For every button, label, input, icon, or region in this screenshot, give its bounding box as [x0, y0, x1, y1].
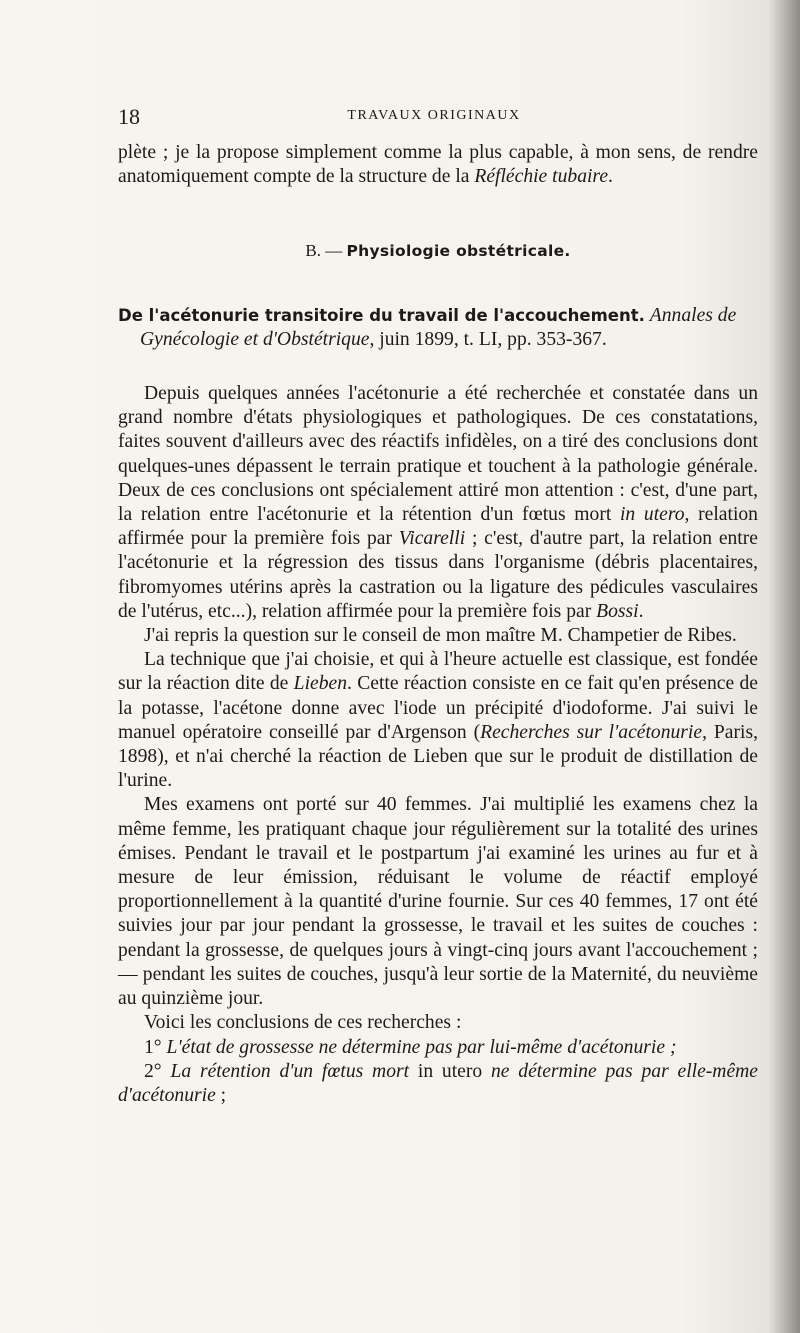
- page-number: 18: [118, 104, 140, 129]
- reference-title: De l'acétonurie transitoire du travail de l'accouchement.: [118, 305, 645, 325]
- p1-italic-2: Vicarelli: [398, 528, 466, 550]
- page-header: [118, 104, 750, 130]
- section-heading: [118, 239, 758, 263]
- section-letter: B. —: [305, 241, 343, 261]
- p1-italic-3: Bossi: [596, 600, 639, 622]
- bibliographic-reference: [118, 304, 758, 352]
- intro-text: plète ; je la propose simplement comme la plus capable, à mon sens, de rendre anatomiquement compte de la structure de la: [118, 142, 758, 188]
- p3-text-3: , Paris, 1898), et n'ai cherché la réaction de Lieben que sur le produit de distillation de l'urine.: [118, 721, 758, 792]
- conclusion-2-italic-1: La rétention d'un fœtus mort: [170, 1060, 410, 1082]
- p3-text-2: . Cette réaction consiste en ce fait qu'en présence de la potasse, l'acétone donne avec l'iode un précipité d'iodoforme. J'ai suivi le manuel opératoire conseillé par d'Argenson (: [118, 673, 758, 743]
- p1-text-4: .: [638, 600, 644, 622]
- conclusion-1-number: 1°: [144, 1036, 162, 1058]
- running-title: TRAVAUX ORIGINAUX: [347, 108, 521, 123]
- p3-text-1: La technique que j'ai choisie, et qui à l'heure actuelle est classique, est fondée sur la réaction dite de: [118, 649, 758, 695]
- reference-journal-b: Gynécologie et d'Obstétrique: [140, 328, 370, 350]
- p1-italic-1: in utero: [619, 504, 685, 526]
- intro-paragraph: [118, 141, 758, 189]
- conclusion-1-text: L'état de grossesse ne détermine pas par lui-même d'acétonurie ;: [166, 1036, 677, 1058]
- conclusion-2-text-1: in utero: [409, 1060, 491, 1082]
- reference-details: , juin 1899, t. LI, pp. 353-367.: [369, 328, 607, 350]
- p3-italic-2: Recherches sur l'acétonurie: [480, 721, 703, 743]
- intro-italic: Réfléchie tubaire: [474, 166, 609, 188]
- paragraph-4: Mes examens ont porté sur 40 femmes. J'ai multiplié les examens chez la même femme, les pratiquant chaque jour régulièrement sur la totalité des urines émises. Pendant le travail et le postpartum j'ai examiné les urines au fur et à mesure de leur émission, réduisant le volume de réactif employé proportionnellement à la quantité d'urine fournie. Sur ces 40 femmes, 17 ont été suivies jour par jour pendant la grossesse, le travail et les suites de couches : pendant la grossesse, de quelques jours à vingt-cinq jours avant l'accouchement ; — pendant les suites de couches, jusqu'à leur sortie de la Maternité, du neuvième au quinzième jour.: [118, 794, 758, 1010]
- p1-text-2: , relation affirmée pour la première fois par: [118, 504, 758, 550]
- paragraph-3: [118, 648, 758, 793]
- paragraph-5: Voici les conclusions de ces recherches :: [144, 1012, 462, 1034]
- conclusion-1: [118, 1036, 758, 1060]
- reference-journal-a: Annales de: [649, 304, 737, 326]
- p1-text-1: Depuis quelques années l'acétonurie a été recherchée et constatée dans un grand nombre d'états physiologiques et pathologiques. De ces constatations, faites souvent d'ailleurs avec des réactifs infidèles, on a tiré des conclusions dont quelques-unes dépassent le terrain pratique et touchent à la pathologie générale. Deux de ces conclusions ont spécialement attiré mon attention : c'est, d'une part, la relation entre l'acétonurie et la rétention d'un fœtus mort: [118, 383, 758, 526]
- conclusion-2: [118, 1060, 758, 1108]
- conclusion-2-number: 2°: [144, 1060, 162, 1082]
- paragraph-1: [118, 382, 758, 624]
- conclusion-2-text-2: ;: [215, 1084, 227, 1106]
- p3-italic-1: Lieben: [293, 673, 347, 695]
- reference-line2: [118, 329, 607, 350]
- section-title: Physiologie obstétricale.: [346, 242, 571, 261]
- spacer: [118, 352, 758, 382]
- intro-end: .: [608, 166, 613, 188]
- p1-text-3: ; c'est, d'autre part, la relation entre l'acétonurie et la régression des tissus dans l'organisme (débris placentaires, fibromyomes utérins après la castration ou la ligature des pédicules vasculaires de l'utérus, etc...), relation affirmée pour la première fois par: [118, 528, 758, 622]
- conclusion-2-italic-2: ne détermine pas par elle-même d'acétonurie: [118, 1060, 758, 1106]
- paragraph-2: J'ai repris la question sur le conseil de mon maître M. Champetier de Ribes.: [144, 625, 737, 647]
- page-body: [118, 141, 758, 1108]
